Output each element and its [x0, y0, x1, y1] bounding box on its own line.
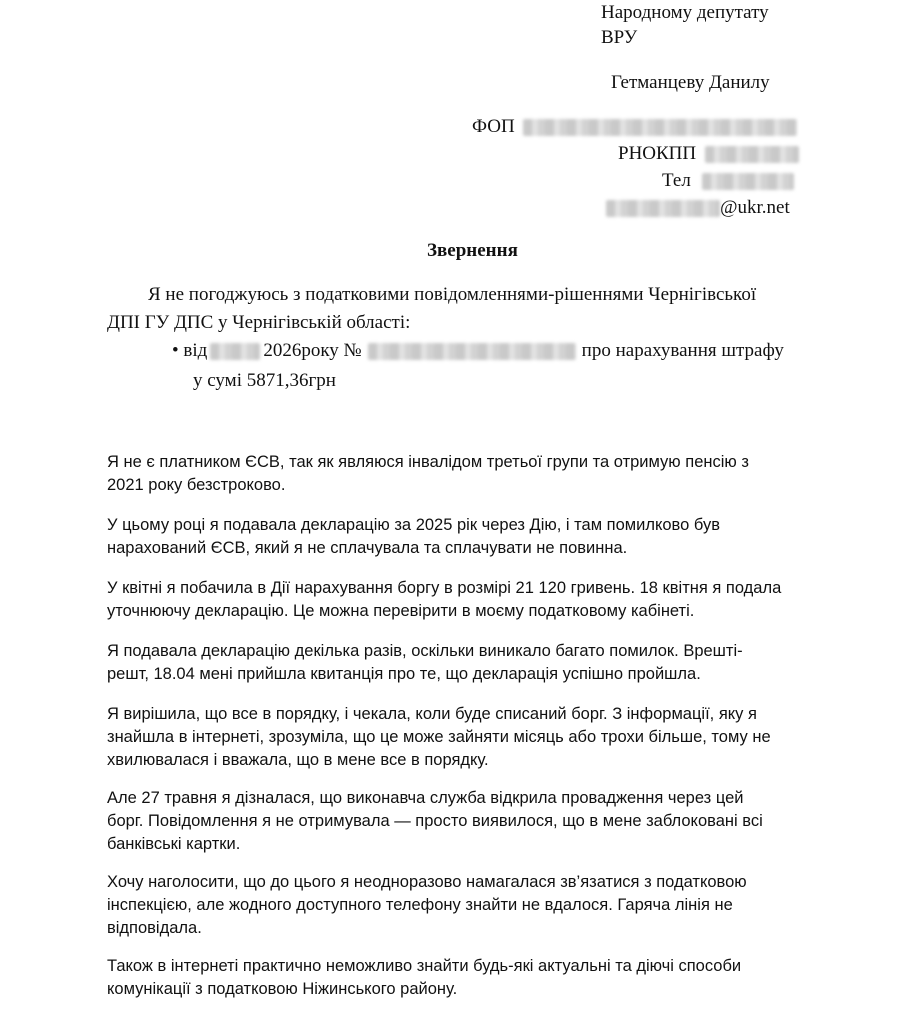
paragraph-line: Я подавала декларацію декілька разів, оскільки виникало багато помилок. Врешті-: [107, 642, 743, 660]
document-title: Звернення: [427, 240, 518, 261]
paragraph-line: банківські картки.: [107, 835, 241, 853]
recipient-name: Гетманцеву Данилу: [611, 72, 770, 93]
recipient-line-2: ВРУ: [601, 27, 638, 48]
bullet-tail: про нарахування штрафу: [581, 340, 784, 361]
paragraph-line: Я вирішила, що все в порядку, і чекала, коли буде списаний борг. З інформації, яку я: [107, 705, 757, 723]
paragraph-line: хвилювалася і вважала, що в мене все в порядку.: [107, 751, 489, 769]
paragraph-line: відповідала.: [107, 919, 202, 937]
paragraph-line: Також в інтернеті практично неможливо знайти будь-які актуальні та діючі способи: [107, 957, 742, 975]
email-suffix: @ukr.net: [720, 197, 790, 218]
rnokpp-row: [618, 143, 799, 165]
intro-line-1: Я не погоджуюсь з податковими повідомленнями-рішеннями Чернігівської: [148, 284, 757, 305]
rnokpp-label: РНОКПП: [618, 143, 697, 164]
redacted-date: [210, 343, 260, 360]
paragraph-line: Я не є платником ЄСВ, так як являюся інвалідом третьої групи та отримую пенсію з: [107, 453, 749, 471]
redacted-phone: [702, 173, 794, 190]
paragraph-6: [107, 787, 797, 856]
fop-row: [472, 116, 797, 138]
paragraph-1: [107, 451, 797, 497]
tel-label: Тел: [662, 170, 691, 191]
tel-row: [662, 170, 794, 192]
recipient-line-1: Народному депутату: [601, 2, 769, 23]
bullet-item: [172, 340, 784, 362]
bullet-marker: •: [172, 340, 179, 361]
intro-line-2: ДПІ ГУ ДПС у Чернігівській області:: [107, 312, 411, 333]
paragraph-5: [107, 703, 797, 772]
paragraph-line: 2021 року безстроково.: [107, 476, 286, 494]
paragraph-line: решт, 18.04 мені прийшла квитанція про те, що декларація успішно пройшла.: [107, 665, 701, 683]
paragraph-3: [107, 577, 797, 623]
redacted-rnokpp: [705, 146, 799, 163]
paragraph-line: уточнюючу декларацію. Це можна перевірити в моєму податковому кабінеті.: [107, 602, 695, 620]
redacted-email-user: [606, 200, 720, 217]
redacted-decision-number: [368, 343, 576, 360]
paragraph-line: Хочу наголосити, що до цього я неодноразово намагалася зв’язатися з податковою: [107, 873, 747, 891]
fop-label: ФОП: [472, 116, 515, 137]
bullet-line-2: у сумі 5871,36грн: [193, 370, 336, 391]
paragraph-line: борг. Повідомлення я не отримувала — просто виявилося, що в мене заблоковані всі: [107, 812, 763, 830]
paragraph-2: [107, 514, 797, 560]
redacted-fop-name: [523, 119, 797, 136]
bullet-from: від: [183, 340, 208, 361]
email-row: [606, 197, 790, 219]
paragraph-line: нарахований ЄСВ, який я не сплачувала та сплачувати не повинна.: [107, 539, 628, 557]
paragraph-line: інспекцією, але жодного доступного телефону знайти не вдалося. Гаряча лінія не: [107, 896, 733, 914]
paragraph-line: знайшла в інтернеті, зрозуміла, що це може зайняти місяць або трохи більше, тому не: [107, 728, 771, 746]
paragraph-7: [107, 871, 797, 940]
paragraph-4: [107, 640, 797, 686]
paragraph-line: комунікації з податковою Ніжинського району.: [107, 980, 458, 998]
paragraph-8: [107, 955, 797, 1001]
paragraph-line: У квітні я побачила в Дії нарахування боргу в розмірі 21 120 гривень. 18 квітня я подала: [107, 579, 782, 597]
paragraph-line: У цьому році я подавала декларацію за 2025 рік через Дію, і там помилково був: [107, 516, 720, 534]
paragraph-line: Але 27 травня я дізналася, що виконавча служба відкрила провадження через цей: [107, 789, 744, 807]
bullet-year: 2026року №: [263, 340, 362, 361]
